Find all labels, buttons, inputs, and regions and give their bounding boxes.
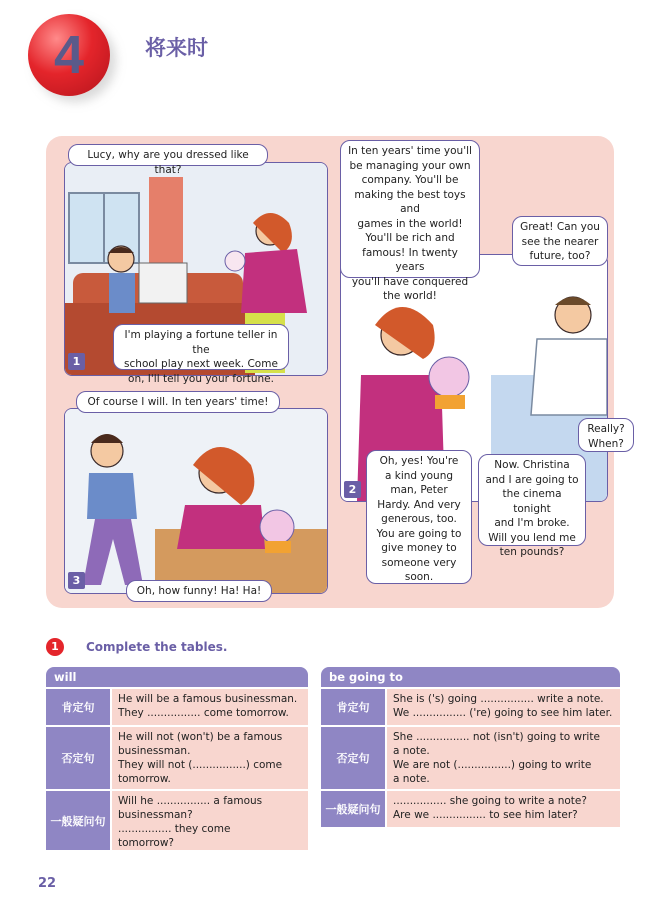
bubble-line: future, too? (529, 250, 591, 262)
cell-line: Are we ................ to see him later? (393, 809, 578, 821)
bubble-line: ten pounds? (499, 546, 565, 558)
bubble-line: school play next week. Come (124, 358, 278, 370)
row-cell (112, 791, 308, 850)
cell-line: We are not (................) going to write (393, 759, 592, 771)
cell-line: Will he ................ a famous (118, 795, 263, 807)
cell-line: businessman? (118, 809, 193, 821)
speech-bubble-lucy-1 (113, 324, 289, 385)
bubble-line: Great! Can you (520, 221, 600, 233)
bubble-line: soon. (404, 571, 434, 583)
cell-line: He will be a famous businessman. (118, 693, 298, 705)
bubble-line: I'm playing a fortune teller in the (124, 329, 278, 356)
table-header: will (46, 667, 308, 687)
bubble-text: Of course I will. In ten years' time! (87, 396, 269, 408)
table-header: be going to (321, 667, 620, 687)
speech-bubble-peter-2 (512, 216, 608, 266)
row-cell (387, 791, 620, 827)
unit-badge (28, 14, 110, 96)
cell-line: He will not (won't) be a famous (118, 731, 283, 743)
bubble-text: Oh, how funny! Ha! Ha! (136, 585, 262, 597)
table-row (46, 689, 308, 725)
cell-line: tomorrow? (118, 837, 174, 849)
bubble-line: see the nearer (521, 235, 599, 248)
table-row (321, 791, 620, 827)
bubble-line: Will you lend me (488, 531, 576, 544)
comic-strip (46, 136, 625, 608)
row-cell (112, 727, 308, 789)
bubble-line: company. You'll be (361, 174, 459, 186)
row-label: 否定句 (46, 727, 110, 789)
panel-3-illustration (65, 409, 327, 593)
cell-line: We ................ ('re) going to see him later. (393, 707, 613, 719)
exercise-title: Complete the tables. (86, 640, 228, 654)
bubble-line: making the best toys and (354, 188, 466, 215)
bubble-text: Lucy, why are you dressed like that? (87, 149, 249, 176)
table-row (46, 727, 308, 789)
bubble-line: Now. Christina (494, 459, 570, 471)
row-label: 一般疑问句 (321, 791, 385, 827)
bubble-line: you'll have conquered (351, 275, 469, 288)
bubble-line: the world! (383, 290, 437, 302)
bubble-line: generous, too. (381, 513, 457, 525)
cell-line: ................ she going to write a note? (393, 795, 587, 807)
row-label: 否定句 (321, 727, 385, 789)
cell-line: a note. (393, 773, 430, 785)
table-will (46, 667, 308, 850)
bubble-line: be managing your own (349, 159, 471, 172)
bubble-line: Really? (587, 423, 625, 435)
cell-line: ................ they come (118, 823, 231, 835)
bubble-line: a kind young (384, 469, 454, 482)
speech-bubble-lucy-3 (366, 450, 472, 584)
unit-title: 将来时 (145, 36, 208, 60)
bubble-line: man, Peter (390, 484, 448, 496)
speech-bubble-lucy-2 (340, 140, 480, 302)
cell-line: tomorrow. (118, 773, 171, 785)
cell-line: They will not (................) come (118, 759, 283, 771)
table-row (321, 727, 620, 789)
speech-bubble-peter-4 (478, 454, 586, 558)
bubble-line: and I'm broke. (494, 517, 570, 529)
bubble-line: games in the world! (357, 217, 463, 230)
row-cell (112, 689, 308, 725)
bubble-line: In ten years' time you'll (348, 145, 472, 157)
cell-line: She ................ not (isn't) going to write (393, 731, 600, 743)
table-row (321, 689, 620, 725)
cell-line: businessman. (118, 745, 191, 757)
row-label: 肯定句 (46, 689, 110, 725)
speech-bubble-peter-1 (68, 144, 268, 176)
row-label: 肯定句 (321, 689, 385, 725)
speech-bubble-peter-3 (578, 418, 634, 452)
cell-line: She is ('s) going ................ write a note. (393, 693, 604, 705)
bubble-line: on, I'll tell you your fortune. (128, 372, 274, 385)
cell-line: a note. (393, 745, 430, 757)
panel-number-3: 3 (68, 572, 85, 589)
cell-line: They ................ come tomorrow. (118, 707, 289, 719)
row-label: 一般疑问句 (46, 791, 110, 850)
bubble-line: someone very (381, 556, 457, 569)
speech-bubble-lucy-4 (126, 580, 272, 602)
bubble-line: You are going to (376, 527, 462, 540)
unit-number: 4 (53, 25, 85, 85)
bubble-line: famous! In twenty years (362, 246, 458, 273)
table-be-going-to (321, 667, 620, 827)
panel-number-1: 1 (68, 353, 85, 370)
bubble-line: give money to (381, 542, 457, 554)
bubble-line: the cinema tonight (502, 488, 562, 515)
bubble-line: You'll be rich and (365, 232, 455, 244)
table-row (46, 791, 308, 850)
bubble-line: Oh, yes! You're (379, 455, 459, 467)
panel-number-2: 2 (344, 481, 361, 498)
exercise-number: 1 (46, 638, 64, 656)
bubble-line: When? (588, 437, 624, 450)
bubble-line: and I are going to (485, 473, 579, 486)
comic-panel-3 (64, 408, 328, 594)
row-cell (387, 727, 620, 789)
page-number: 22 (38, 876, 57, 891)
speech-bubble-peter-5 (76, 391, 280, 413)
bubble-line: Hardy. And very (377, 498, 461, 511)
row-cell (387, 689, 620, 725)
